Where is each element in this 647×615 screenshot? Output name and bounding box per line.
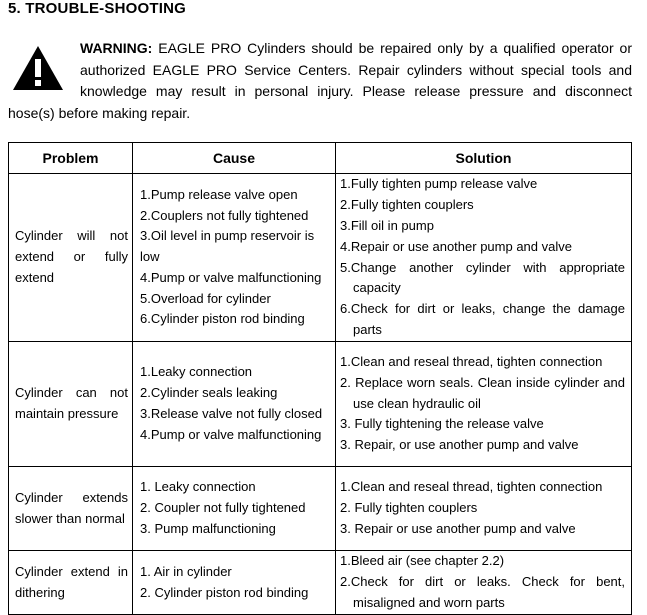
troubleshooting-table [8,142,632,615]
table-row [9,342,632,467]
cause-item: 3. Pump malfunctioning [140,520,276,536]
problem-text: Cylinder extends slower than normal [15,489,128,526]
table-row [9,551,632,615]
solution-item: 1.Clean and reseal thread, tighten connection [340,354,603,369]
problem-text: Cylinder extend in dithering [15,563,128,600]
cause-item: 2. Cylinder piston rod binding [140,584,309,600]
problem-text: Cylinder can not maintain pressure [15,385,128,421]
cause-item: 3.Release valve not fully closed [140,406,323,421]
table-row [9,174,632,342]
solution-item: 3.Fill oil in pump [340,217,434,233]
warning-body: EAGLE PRO Cylinders should be repaired only by a qualified operator or authorized EAGLE PRO Service Centers. Repair cylinders without special tools and knowledge may result in personal injury. Please release pressure and disconnect [80,40,632,99]
solution-item: 4.Repair or use another pump and valve [340,238,572,254]
solution-item: 1.Clean and reseal thread, tighten connection [340,479,603,495]
header-problem: Problem [9,143,133,174]
solution-item: 2.Check for dirt or leaks. Check for bent, misaligned and worn parts [340,574,625,610]
problem-cell [9,551,133,615]
cause-item: 4.Pump or valve malfunctioning [140,426,322,442]
warning-paragraph [80,38,632,103]
solution-cell [336,467,632,551]
cause-item: 1. Leaky connection [140,479,256,495]
cause-item: 1.Leaky connection [140,364,253,380]
cause-item: 3.Oil level in pump reservoir is low [140,228,315,265]
solution-item: 5.Change another cylinder with appropriate capacity [340,259,625,296]
section-heading: 5. TROUBLE-SHOOTING [8,0,186,17]
solution-item: 6.Check for dirt or leaks, change the damage parts [340,301,625,337]
warning-tail: hose(s) before making repair. [8,105,191,121]
solution-item: 3. Fully tightening the release valve [340,416,544,432]
problem-cell [9,174,133,342]
cause-cell [133,551,336,615]
cause-item: 4.Pump or valve malfunctioning [140,269,322,285]
cause-cell [133,174,336,342]
problem-text: Cylinder will not extend or fully extend [15,228,128,285]
cause-item: 1.Pump release valve open [140,186,298,202]
cause-item: 2.Cylinder seals leaking [140,385,278,401]
header-solution: Solution [336,143,632,174]
solution-item: 3. Repair or use another pump and valve [340,520,576,536]
table-header-row [9,143,632,174]
cause-item: 6.Cylinder piston rod binding [140,311,305,327]
warning-label: WARNING: [80,40,153,56]
cause-item: 5.Overload for cylinder [140,290,271,306]
cause-item: 2. Coupler not fully tightened [140,500,306,516]
problem-cell [9,342,133,467]
cause-cell [133,467,336,551]
cause-item: 1. Air in cylinder [140,563,232,579]
problem-cell [9,467,133,551]
solution-item: 3. Repair, or use another pump and valve [340,437,579,453]
header-cause: Cause [133,143,336,174]
solution-item: 2. Fully tighten couplers [340,500,478,516]
warning-triangle-icon [12,45,64,91]
solution-item: 2.Fully tighten couplers [340,197,474,213]
solution-cell [336,342,632,467]
solution-item: 1.Bleed air (see chapter 2.2) [340,553,505,569]
solution-item: 1.Fully tighten pump release valve [340,176,538,192]
solution-item: 2. Replace worn seals. Clean inside cylinder and use clean hydraulic oil [340,374,625,411]
table-row [9,467,632,551]
cause-cell [133,342,336,467]
solution-cell [336,174,632,342]
cause-item: 2.Couplers not fully tightened [140,207,309,223]
solution-cell [336,551,632,615]
